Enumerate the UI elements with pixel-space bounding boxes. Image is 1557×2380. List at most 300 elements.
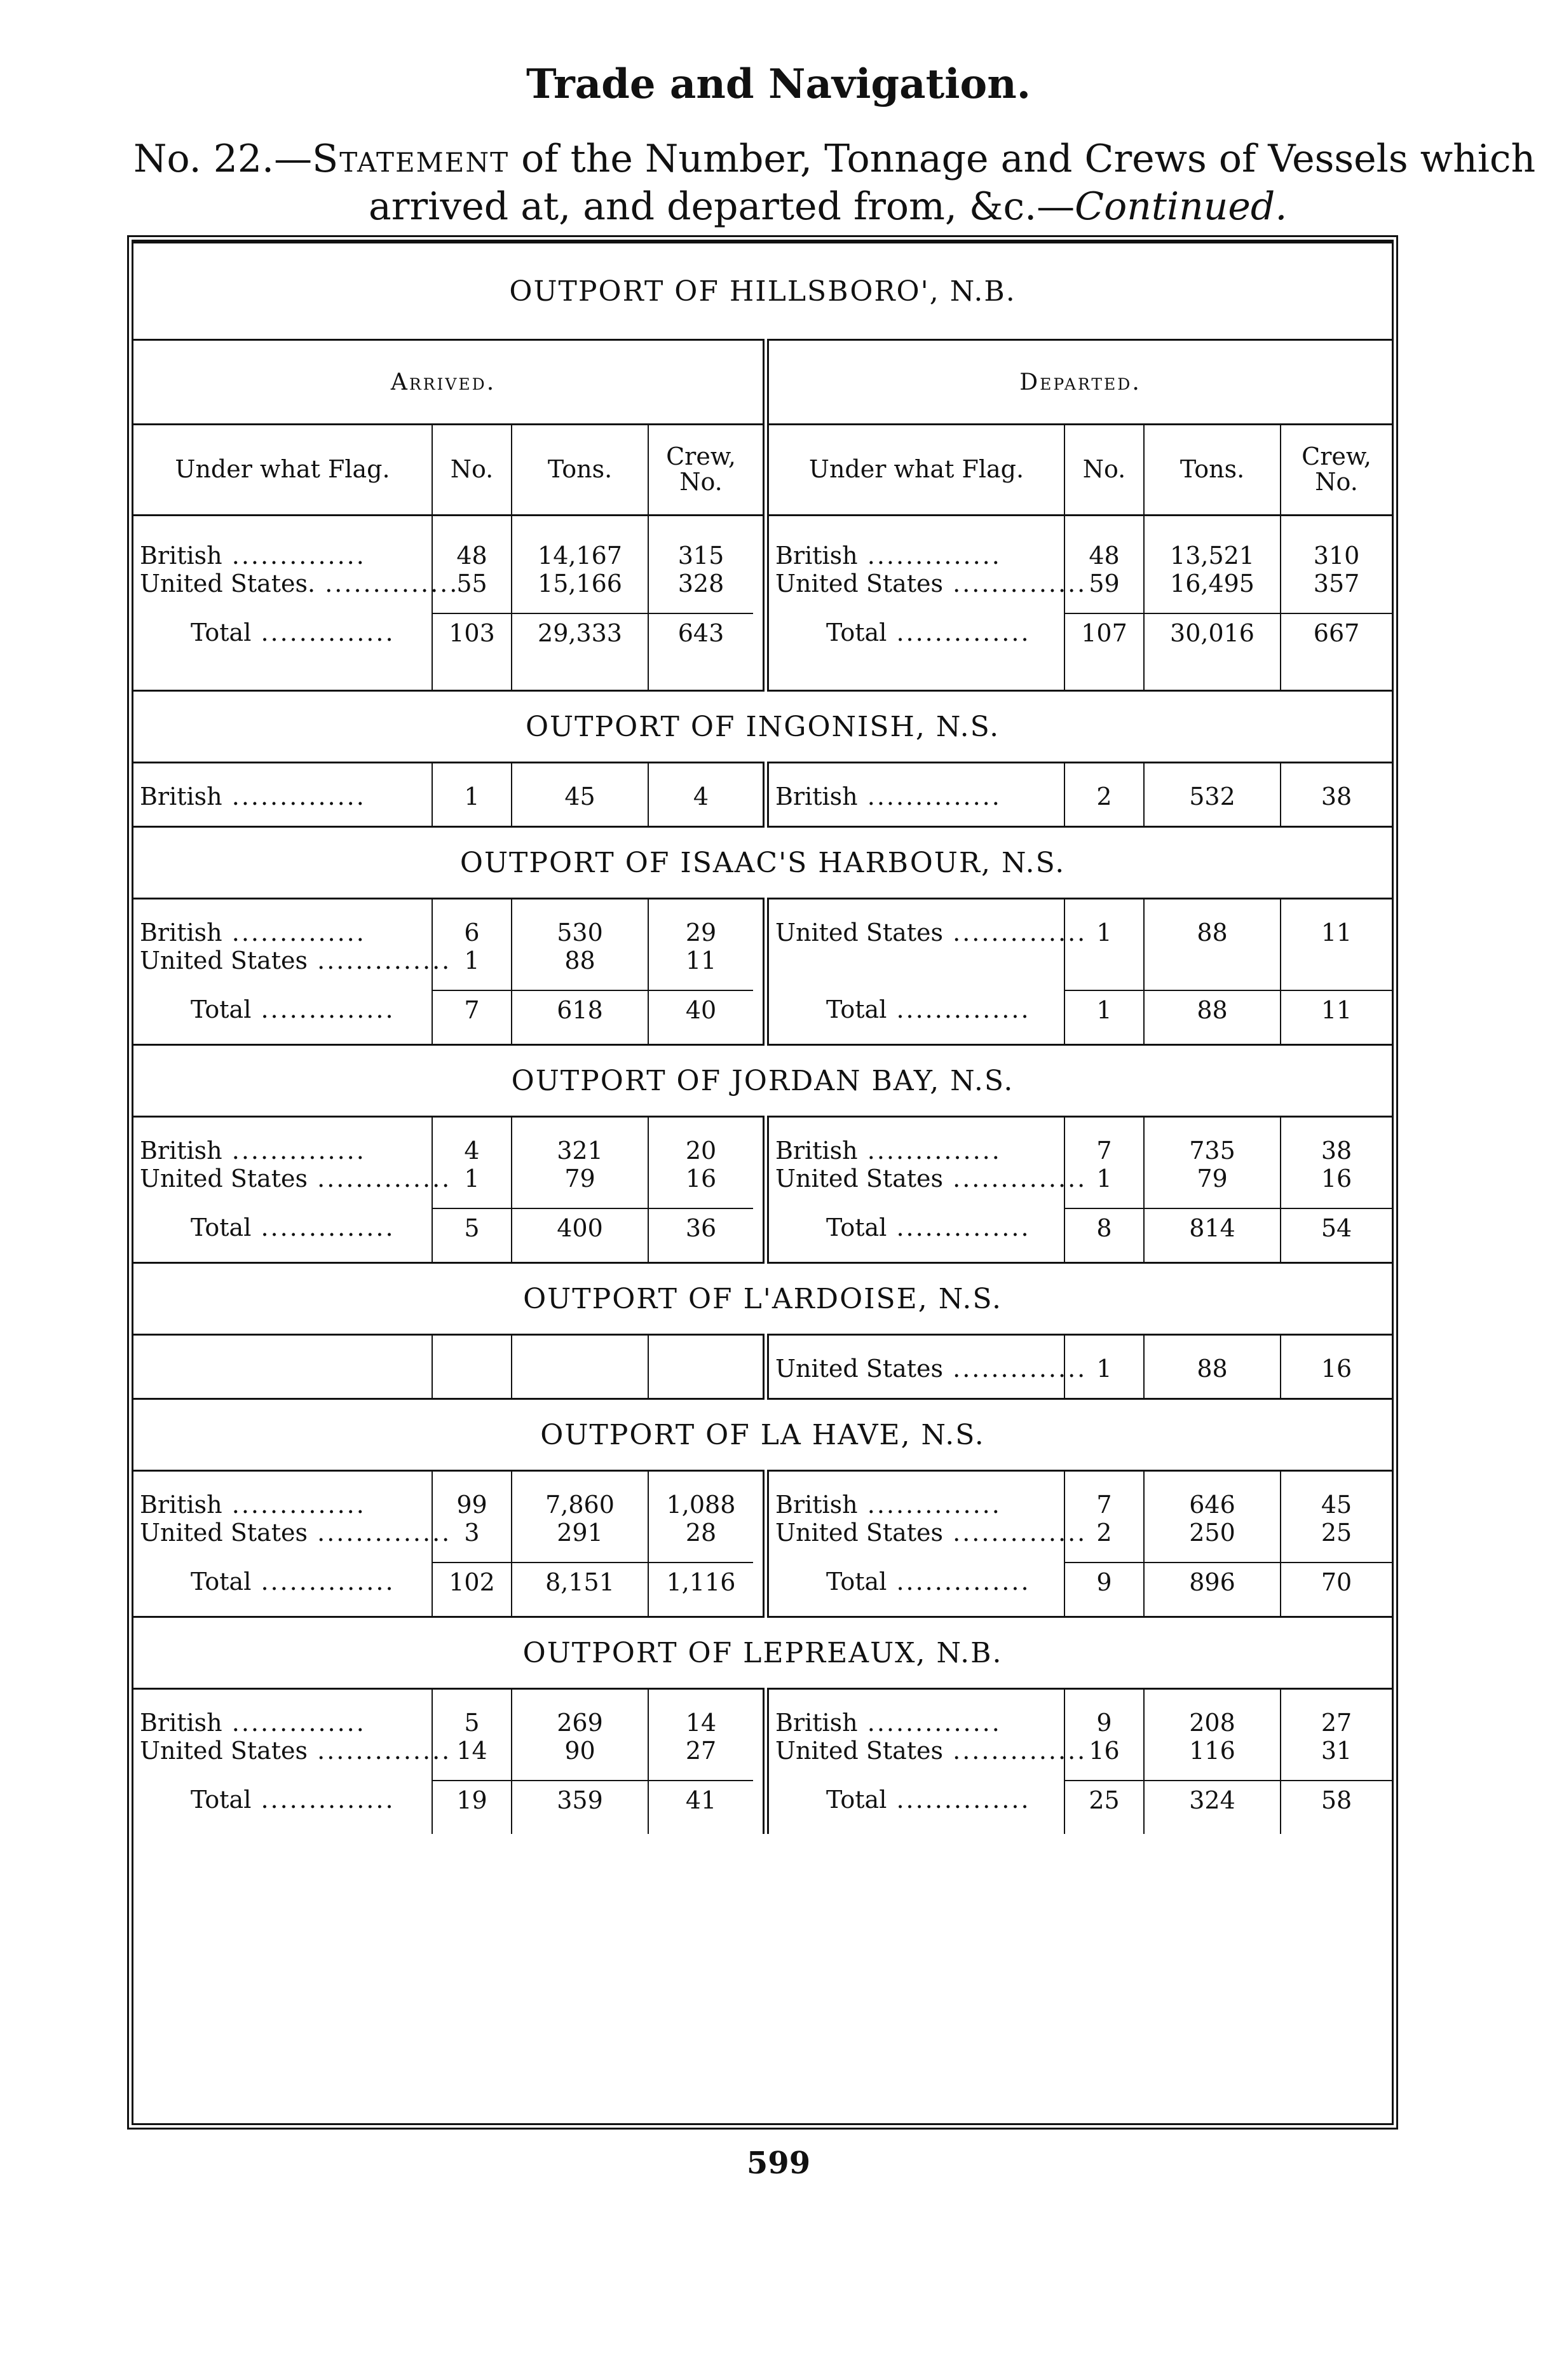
- column-separator: [753, 1491, 766, 1519]
- arrived-flag-cell: [133, 1491, 432, 1519]
- spacer-cell: [753, 1383, 766, 1399]
- spacer-cell: [133, 1689, 432, 1709]
- spacer-cell: [432, 1193, 512, 1208]
- spacer-cell: [133, 1547, 432, 1563]
- column-header-row: [133, 425, 1392, 516]
- total-row: [133, 990, 1392, 1029]
- departed-flag-cell-text: United States: [775, 1165, 944, 1193]
- spacer-cell: [1064, 1547, 1144, 1563]
- spacer-cell: [648, 1117, 753, 1137]
- spacer-cell: [1064, 975, 1144, 990]
- leader-dots: ..............: [222, 1709, 366, 1737]
- spacer-cell: [1064, 1819, 1144, 1834]
- spacer-cell: [512, 598, 648, 613]
- spacer-cell: [133, 1765, 432, 1781]
- spacer-cell: [512, 1471, 648, 1491]
- column-separator: [753, 1165, 766, 1193]
- departed-flag-cell: [766, 919, 1087, 947]
- arrived-no-cell: 1: [432, 947, 512, 975]
- arrived-flag-cell: [133, 570, 459, 598]
- outport-title-row: [133, 1263, 1392, 1335]
- leader-dots: ..............: [251, 1214, 395, 1241]
- departed-total-no: 25: [1064, 1781, 1144, 1819]
- spacer-cell: [133, 899, 432, 919]
- arrived-total-no: 103: [432, 613, 512, 652]
- arrived-flag-cell-text: United States: [140, 1165, 308, 1193]
- spacer-row: [133, 1117, 1392, 1137]
- spacer-cell: [432, 1547, 512, 1563]
- departed-crew-cell: 310: [1281, 542, 1392, 570]
- arrived-crew-header-line2: No.: [679, 468, 723, 496]
- arrived-total-tons: 8,151: [512, 1563, 648, 1601]
- spacer-cell: [648, 975, 753, 990]
- spacer-cell: [1064, 1335, 1144, 1355]
- leader-dots: ..............: [222, 542, 366, 570]
- departed-flag-cell: [766, 570, 1087, 598]
- departed-tons-cell: 646: [1144, 1491, 1281, 1519]
- arrived-no-cell: 48: [432, 542, 512, 570]
- departed-tons-cell: 208: [1144, 1709, 1281, 1737]
- departed-flag-cell: [766, 1737, 1087, 1765]
- outport-title: OUTPORT OF LA HAVE, N.S.: [133, 1399, 1392, 1471]
- spacer-cell: [432, 1765, 512, 1781]
- spacer-cell: [432, 1689, 512, 1709]
- departed-total-crew: 70: [1281, 1563, 1392, 1601]
- outport-title: OUTPORT OF INGONISH, N.S.: [133, 691, 1392, 763]
- departed-flag-cell-text: British: [775, 1491, 858, 1519]
- spacer-cell: [766, 1117, 1064, 1137]
- arrived-flag-cell: [133, 542, 432, 570]
- departed-total-label: [766, 1781, 1064, 1819]
- departed-flag-cell-text: United States: [775, 919, 944, 947]
- leader-dots: ..............: [887, 1786, 1031, 1814]
- arrived-total-label-text: Total: [191, 995, 252, 1023]
- spacer-cell: [1144, 975, 1281, 990]
- table-row: [133, 1737, 1392, 1765]
- spacer-cell: [766, 1547, 1064, 1563]
- spacer-cell: [753, 516, 766, 542]
- arrived-crew-cell: 28: [648, 1519, 753, 1547]
- arrived-flag-cell-text: British: [140, 783, 222, 810]
- spacer-cell: [766, 810, 1064, 827]
- arrived-tons-cell: 45: [512, 783, 648, 810]
- departed-crew-cell: 11: [1281, 919, 1392, 947]
- spacer-cell: [512, 652, 648, 691]
- arrived-total-label-text: Total: [191, 1568, 252, 1596]
- column-separator: [753, 1208, 766, 1247]
- departed-no-header: No.: [1064, 425, 1144, 516]
- leader-dots: ..............: [857, 1137, 1002, 1165]
- spacer-cell: [1281, 1383, 1392, 1399]
- column-separator: [753, 1709, 766, 1737]
- departed-crew-header-line2: No.: [1315, 468, 1358, 496]
- column-separator: [753, 947, 766, 975]
- spacer-cell: [766, 1029, 1064, 1045]
- spacer-cell: [1281, 1335, 1392, 1355]
- total-row: [133, 1208, 1392, 1247]
- spacer-cell: [766, 975, 1064, 990]
- leader-dots: ..............: [857, 783, 1002, 810]
- departed-crew-cell: 31: [1281, 1737, 1392, 1765]
- spacer-cell: [432, 1117, 512, 1137]
- departed-crew-cell: 38: [1281, 783, 1392, 810]
- column-separator: [753, 613, 766, 652]
- spacer-cell: [1064, 1193, 1144, 1208]
- spacer-cell: [512, 1819, 648, 1834]
- spacer-cell: [1281, 1765, 1392, 1781]
- leader-dots: ..............: [222, 1137, 366, 1165]
- departed-total-crew: 58: [1281, 1781, 1392, 1819]
- departed-crew-cell: 16: [1281, 1165, 1392, 1193]
- spacer-cell: [648, 1819, 753, 1834]
- arrived-flag-cell: [133, 919, 432, 947]
- spacer-cell: [1064, 810, 1144, 827]
- departed-tons-cell: 88: [1144, 1355, 1281, 1383]
- spacer-cell: [1064, 899, 1144, 919]
- spacer-cell: [753, 899, 766, 919]
- table-row: [133, 919, 1392, 947]
- page-number: 599: [746, 2145, 811, 2181]
- arrived-flag-cell: [133, 947, 452, 975]
- spacer-cell: [133, 1471, 432, 1491]
- spacer-cell: [512, 1029, 648, 1045]
- arrived-no-cell: 5: [432, 1709, 512, 1737]
- spacer-cell: [432, 1335, 512, 1355]
- spacer-cell: [1064, 1383, 1144, 1399]
- column-separator: [753, 425, 766, 516]
- departed-crew-cell: 38: [1281, 1137, 1392, 1165]
- spacer-cell: [753, 1029, 766, 1045]
- spacer-row: [133, 763, 1392, 783]
- departed-crew-cell: 16: [1281, 1355, 1392, 1383]
- spacer-row: [133, 899, 1392, 919]
- departed-flag-header: Under what Flag.: [766, 425, 1064, 516]
- outport-title-row: [133, 1045, 1392, 1117]
- spacer-cell: [753, 1689, 766, 1709]
- table-row: [133, 1355, 1392, 1383]
- arrived-flag-cell-text: United States.: [140, 570, 316, 598]
- outport-title: OUTPORT OF ISAAC'S HARBOUR, N.S.: [133, 827, 1392, 899]
- arrived-total-label: [133, 1781, 432, 1819]
- arrived-no-cell: 14: [432, 1737, 512, 1765]
- leader-dots: ..............: [857, 542, 1002, 570]
- departed-crew-cell: 25: [1281, 1519, 1392, 1547]
- departed-empty-cell: [1281, 947, 1392, 975]
- spacer-cell: [432, 763, 512, 783]
- spacer-cell: [1281, 975, 1392, 990]
- spacer-cell: [1064, 652, 1144, 691]
- arrived-total-label-text: Total: [191, 1214, 252, 1241]
- spacer-row: [133, 975, 1392, 990]
- spacer-row: [133, 516, 1392, 542]
- arrived-tons-cell: 291: [512, 1519, 648, 1547]
- spacer-cell: [1144, 810, 1281, 827]
- arrived-flag-header: Under what Flag.: [133, 425, 432, 516]
- column-separator: [753, 1519, 766, 1547]
- outport-title: OUTPORT OF LEPREAUX, N.B.: [133, 1617, 1392, 1689]
- spacer-cell: [1064, 598, 1144, 613]
- departed-tons-cell: 250: [1144, 1519, 1281, 1547]
- departed-no-cell: 1: [1064, 1165, 1144, 1193]
- total-row: [133, 1563, 1392, 1601]
- departed-flag-cell: [766, 783, 1064, 810]
- spacer-cell: [753, 1247, 766, 1263]
- spacer-cell: [648, 763, 753, 783]
- spacer-cell: [648, 1335, 753, 1355]
- arrived-empty-cell: [432, 1355, 512, 1383]
- spacer-cell: [432, 652, 512, 691]
- departed-total-tons: 814: [1144, 1208, 1281, 1247]
- spacer-row: [133, 1383, 1392, 1399]
- spacer-cell: [1144, 1601, 1281, 1617]
- arrived-flag-cell-text: British: [140, 1491, 222, 1519]
- spacer-row: [133, 1819, 1392, 1834]
- departed-tons-cell: 13,521: [1144, 542, 1281, 570]
- spacer-cell: [1144, 652, 1281, 691]
- arrived-no-cell: 99: [432, 1491, 512, 1519]
- spacer-cell: [1144, 1471, 1281, 1491]
- spacer-cell: [1144, 763, 1281, 783]
- spacer-cell: [753, 1547, 766, 1563]
- departed-total-tons: 324: [1144, 1781, 1281, 1819]
- departed-no-cell: 1: [1064, 1355, 1144, 1383]
- departed-tons-cell: 116: [1144, 1737, 1281, 1765]
- spacer-cell: [753, 1765, 766, 1781]
- arrived-crew-cell: 16: [648, 1165, 753, 1193]
- spacer-cell: [512, 1547, 648, 1563]
- leader-dots: ..............: [251, 619, 395, 646]
- departed-total-label: [766, 990, 1064, 1029]
- spacer-cell: [133, 810, 432, 827]
- arrived-total-no: 19: [432, 1781, 512, 1819]
- departed-total-label: [766, 1208, 1064, 1247]
- departed-tons-cell: 735: [1144, 1137, 1281, 1165]
- spacer-cell: [1281, 810, 1392, 827]
- arrived-tons-cell: 90: [512, 1737, 648, 1765]
- arrived-flag-cell-text: British: [140, 1709, 222, 1737]
- spacer-cell: [648, 1547, 753, 1563]
- spacer-cell: [133, 1335, 432, 1355]
- arrived-total-no: 102: [432, 1563, 512, 1601]
- arrived-flag-cell-text: United States: [140, 1519, 308, 1547]
- departed-tons-cell: 79: [1144, 1165, 1281, 1193]
- departed-empty-cell: [766, 947, 1064, 975]
- spacer-cell: [753, 1819, 766, 1834]
- spacer-cell: [1144, 1029, 1281, 1045]
- column-separator: [753, 990, 766, 1029]
- arrived-crew-cell: 20: [648, 1137, 753, 1165]
- arrived-total-tons: 400: [512, 1208, 648, 1247]
- table-row: [133, 1709, 1392, 1737]
- departed-total-tons: 88: [1144, 990, 1281, 1029]
- spacer-cell: [753, 1117, 766, 1137]
- departed-total-no: 8: [1064, 1208, 1144, 1247]
- total-row: [133, 1781, 1392, 1819]
- spacer-cell: [133, 975, 432, 990]
- leader-dots: ..............: [251, 995, 395, 1023]
- spacer-cell: [648, 899, 753, 919]
- spacer-cell: [648, 1601, 753, 1617]
- spacer-cell: [512, 1117, 648, 1137]
- spacer-cell: [648, 598, 753, 613]
- spacer-cell: [648, 1765, 753, 1781]
- departed-no-cell: 7: [1064, 1491, 1144, 1519]
- outport-title-row: [133, 691, 1392, 763]
- arrived-crew-cell: 14: [648, 1709, 753, 1737]
- departed-no-cell: 7: [1064, 1137, 1144, 1165]
- spacer-cell: [133, 598, 432, 613]
- arrived-no-cell: 55: [432, 570, 512, 598]
- column-separator: [753, 919, 766, 947]
- arrived-crew-cell: 315: [648, 542, 753, 570]
- departed-total-label-text: Total: [826, 1786, 887, 1814]
- departed-flag-cell-text: United States: [775, 570, 944, 598]
- spacer-cell: [1281, 899, 1392, 919]
- spacer-cell: [753, 1335, 766, 1355]
- spacer-cell: [133, 1601, 432, 1617]
- statement-heading: [133, 137, 1535, 181]
- spacer-row: [133, 1029, 1392, 1045]
- spacer-cell: [432, 1471, 512, 1491]
- spacer-cell: [753, 763, 766, 783]
- spacer-cell: [512, 1601, 648, 1617]
- spacer-cell: [1144, 1689, 1281, 1709]
- arrived-flag-cell: [133, 1709, 432, 1737]
- spacer-cell: [432, 1029, 512, 1045]
- arrived-no-cell: 4: [432, 1137, 512, 1165]
- arrived-empty-cell: [512, 1355, 648, 1383]
- leader-dots: ..............: [887, 1214, 1031, 1241]
- arrived-no-cell: 1: [432, 1165, 512, 1193]
- side-header-row: [133, 340, 1392, 425]
- spacer-row: [133, 1765, 1392, 1781]
- spacer-cell: [1144, 1247, 1281, 1263]
- spacer-cell: [1064, 1117, 1144, 1137]
- spacer-cell: [432, 598, 512, 613]
- spacer-row: [133, 1471, 1392, 1491]
- leader-dots: ..............: [222, 919, 366, 947]
- outport-title-row: [133, 1617, 1392, 1689]
- spacer-row: [133, 598, 1392, 613]
- column-separator: [753, 1781, 766, 1819]
- table-row: [133, 1165, 1392, 1193]
- spacer-cell: [753, 1471, 766, 1491]
- leader-dots: ..............: [943, 1165, 1087, 1193]
- spacer-cell: [512, 1193, 648, 1208]
- spacer-cell: [432, 899, 512, 919]
- arrived-total-no: 5: [432, 1208, 512, 1247]
- departed-total-crew: 667: [1281, 613, 1392, 652]
- spacer-cell: [133, 1383, 432, 1399]
- outport-title: OUTPORT OF HILLSBORO', N.B.: [133, 243, 1392, 340]
- table-row: [133, 1519, 1392, 1547]
- departed-crew-cell: 27: [1281, 1709, 1392, 1737]
- arrived-total-label: [133, 1563, 432, 1601]
- spacer-cell: [1144, 598, 1281, 613]
- spacer-cell: [1281, 1547, 1392, 1563]
- spacer-cell: [512, 1335, 648, 1355]
- leader-dots: ..............: [308, 1737, 452, 1765]
- spacer-cell: [766, 598, 1064, 613]
- arrived-total-tons: 618: [512, 990, 648, 1029]
- arrived-flag-cell: [133, 783, 432, 810]
- spacer-cell: [648, 810, 753, 827]
- spacer-cell: [512, 1765, 648, 1781]
- departed-total-label-text: Total: [826, 1214, 887, 1241]
- spacer-cell: [133, 1247, 432, 1263]
- spacer-cell: [512, 975, 648, 990]
- spacer-cell: [766, 1335, 1064, 1355]
- leader-dots: ..............: [943, 1355, 1087, 1383]
- spacer-cell: [766, 516, 1064, 542]
- spacer-row: [133, 1335, 1392, 1355]
- spacer-row: [133, 810, 1392, 827]
- arrived-tons-cell: 269: [512, 1709, 648, 1737]
- departed-flag-cell: [766, 1709, 1064, 1737]
- leader-dots: ..............: [887, 619, 1031, 646]
- spacer-cell: [648, 652, 753, 691]
- arrived-total-tons: 29,333: [512, 613, 648, 652]
- departed-no-cell: 9: [1064, 1709, 1144, 1737]
- spacer-cell: [766, 1471, 1064, 1491]
- arrived-crew-header: [648, 425, 753, 516]
- spacer-cell: [1064, 1765, 1144, 1781]
- spacer-cell: [1144, 1193, 1281, 1208]
- spacer-cell: [512, 1247, 648, 1263]
- spacer-cell: [1064, 1601, 1144, 1617]
- arrived-total-label-text: Total: [191, 1786, 252, 1814]
- spacer-cell: [1281, 652, 1392, 691]
- spacer-cell: [766, 1689, 1064, 1709]
- spacer-cell: [512, 899, 648, 919]
- arrived-crew-cell: 4: [648, 783, 753, 810]
- arrived-total-label: [133, 613, 432, 652]
- arrived-flag-cell-text: British: [140, 919, 222, 947]
- outport-title-row: [133, 243, 1392, 340]
- leader-dots: ..............: [887, 1568, 1031, 1596]
- departed-total-tons: 30,016: [1144, 613, 1281, 652]
- departed-no-cell: 1: [1064, 919, 1144, 947]
- table-row: [133, 542, 1392, 570]
- spacer-cell: [1064, 1471, 1144, 1491]
- statement-subheading: [369, 184, 1287, 229]
- departed-empty-cell: [1064, 947, 1144, 975]
- spacer-cell: [1281, 516, 1392, 542]
- column-separator: [753, 1563, 766, 1601]
- spacer-row: [133, 1601, 1392, 1617]
- spacer-cell: [133, 1029, 432, 1045]
- arrived-tons-cell: 530: [512, 919, 648, 947]
- departed-no-cell: 2: [1064, 1519, 1144, 1547]
- spacer-cell: [766, 1819, 1064, 1834]
- departed-flag-cell: [766, 1137, 1064, 1165]
- spacer-cell: [133, 1819, 432, 1834]
- departed-flag-cell-text: British: [775, 1137, 858, 1165]
- departed-flag-cell: [766, 1355, 1087, 1383]
- spacer-cell: [1144, 1117, 1281, 1137]
- departed-flag-cell: [766, 1519, 1087, 1547]
- spacer-cell: [766, 763, 1064, 783]
- column-separator: [753, 542, 766, 570]
- table-row: [133, 947, 1392, 975]
- arrived-header: Arrived.: [133, 340, 753, 425]
- departed-total-tons: 896: [1144, 1563, 1281, 1601]
- arrived-total-crew: 36: [648, 1208, 753, 1247]
- spacer-cell: [648, 516, 753, 542]
- departed-flag-cell-text: British: [775, 1709, 858, 1737]
- leader-dots: ..............: [251, 1568, 395, 1596]
- arrived-crew-cell: 11: [648, 947, 753, 975]
